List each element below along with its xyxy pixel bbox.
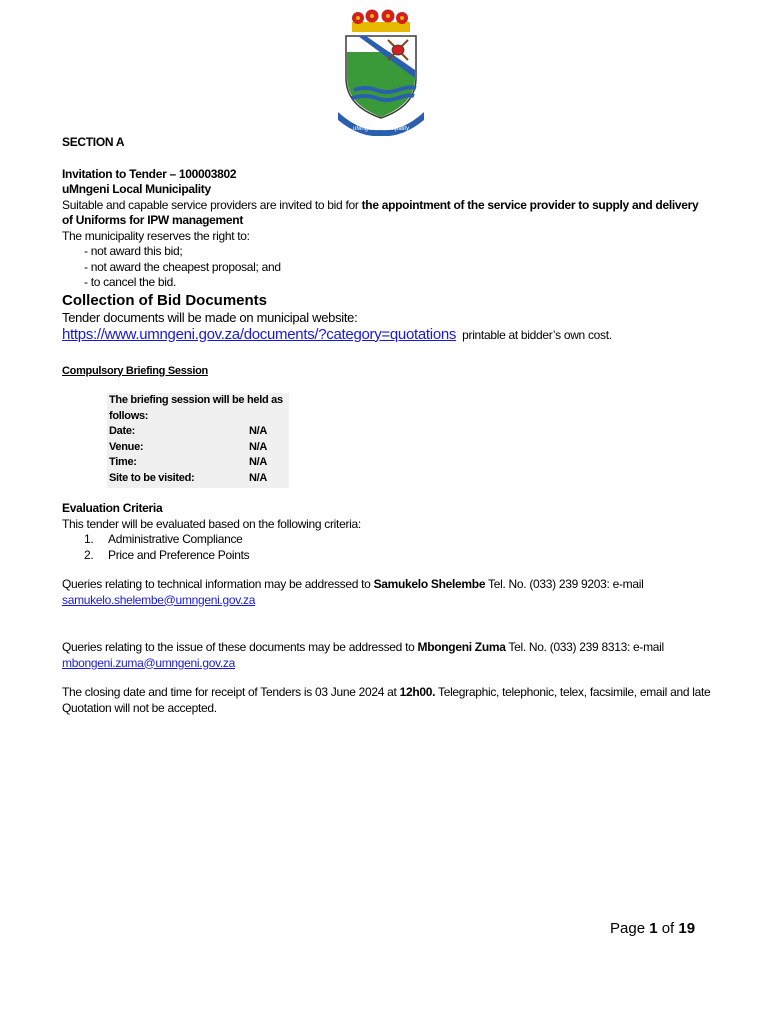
closing-text: The closing date and time for receipt of Tenders is 03 June 2024 at [62,685,400,699]
closing-conditions: Telegraphic, telephonic, telex, facsimile, email and late Quotation will not be accepted. [62,685,711,715]
municipality-name: uMngeni Local Municipality [62,182,211,196]
briefing-label: Date: [109,425,136,437]
page-total: 19 [678,920,696,937]
briefing-row [109,471,289,487]
closing-time: 12h00. [399,685,436,699]
briefing-details-box [107,393,289,488]
briefing-intro [109,393,289,424]
right-item: - to cancel the bid. [84,275,177,289]
document-body [62,135,712,716]
collection-text: Tender documents will be made on municipal website: [62,309,358,325]
criteria-text: Administrative Compliance [108,532,243,546]
briefing-row [109,455,289,471]
query-text: Queries relating to technical information may be addressed to [62,577,374,591]
collection-url-tail: printable at bidder’s own cost. [462,327,612,342]
query-phone: Tel. No. (033) 239 8313: e-mail [505,640,664,654]
evaluation-heading: Evaluation Criteria [62,501,163,515]
technical-queries [62,577,712,608]
briefing-label: Site to be visited: [109,471,195,484]
crest-crown [352,10,410,33]
section-title: SECTION A [62,135,125,149]
query-contact-name: Mbongeni Zuma [417,640,506,654]
right-item: - not award the cheapest proposal; and [84,259,281,274]
evaluation-intro: This tender will be evaluated based on the following criteria: [62,516,361,531]
page-current: 1 [649,920,658,937]
page-number [610,920,695,937]
briefing-heading: Compulsory Briefing Session [62,364,208,377]
briefing-value: N/A [249,471,268,484]
technical-email-link[interactable]: samukelo.shelembe@umngeni.gov.za [62,592,256,607]
briefing-intro-text: The briefing session will be held as follows: [109,394,283,422]
invitation-title: Invitation to Tender – 100003802 [62,166,237,181]
page-of: of [657,920,679,937]
document-queries [62,640,712,671]
criteria-number: 2. [84,547,94,562]
crest-motto-text: uMngeni Municipality [352,126,410,132]
criteria-item [62,532,712,548]
invitation-intro-text: Suitable and capable service providers are invited to bid for [62,197,362,212]
invitation-intro [62,198,712,229]
briefing-value: N/A [249,440,268,453]
invitation-intro-bold: the appointment of the service provider to supply and delivery of Uniforms for IPW management [62,197,699,227]
briefing-value: N/A [249,456,268,468]
closing-statement [62,685,712,716]
collection-heading: Collection of Bid Documents [62,291,268,309]
criteria-text: Price and Preference Points [108,547,250,562]
criteria-item [62,548,712,564]
right-item: - not award this bid; [84,244,183,258]
criteria-number: 1. [84,532,94,546]
collection-url-row [62,326,712,344]
query-contact-name: Samukelo Shelembe [373,577,486,591]
briefing-row [109,440,289,456]
documents-email-link[interactable]: mbongeni.zuma@umngeni.gov.za [62,655,235,670]
briefing-row [109,424,289,440]
query-phone: Tel. No. (033) 239 9203: e-mail [485,577,644,591]
briefing-label: Venue: [109,440,144,453]
municipal-crest-logo [330,8,432,136]
query-text: Queries relating to the issue of these documents may be addressed to [62,640,418,654]
reserves-text: The municipality reserves the right to: [62,228,250,243]
page-label: Page [610,920,650,937]
tender-documents-link[interactable]: https://www.umngeni.gov.za/documents/?category=quotations [62,325,457,343]
briefing-label: Time: [109,456,137,468]
briefing-value: N/A [249,425,268,437]
